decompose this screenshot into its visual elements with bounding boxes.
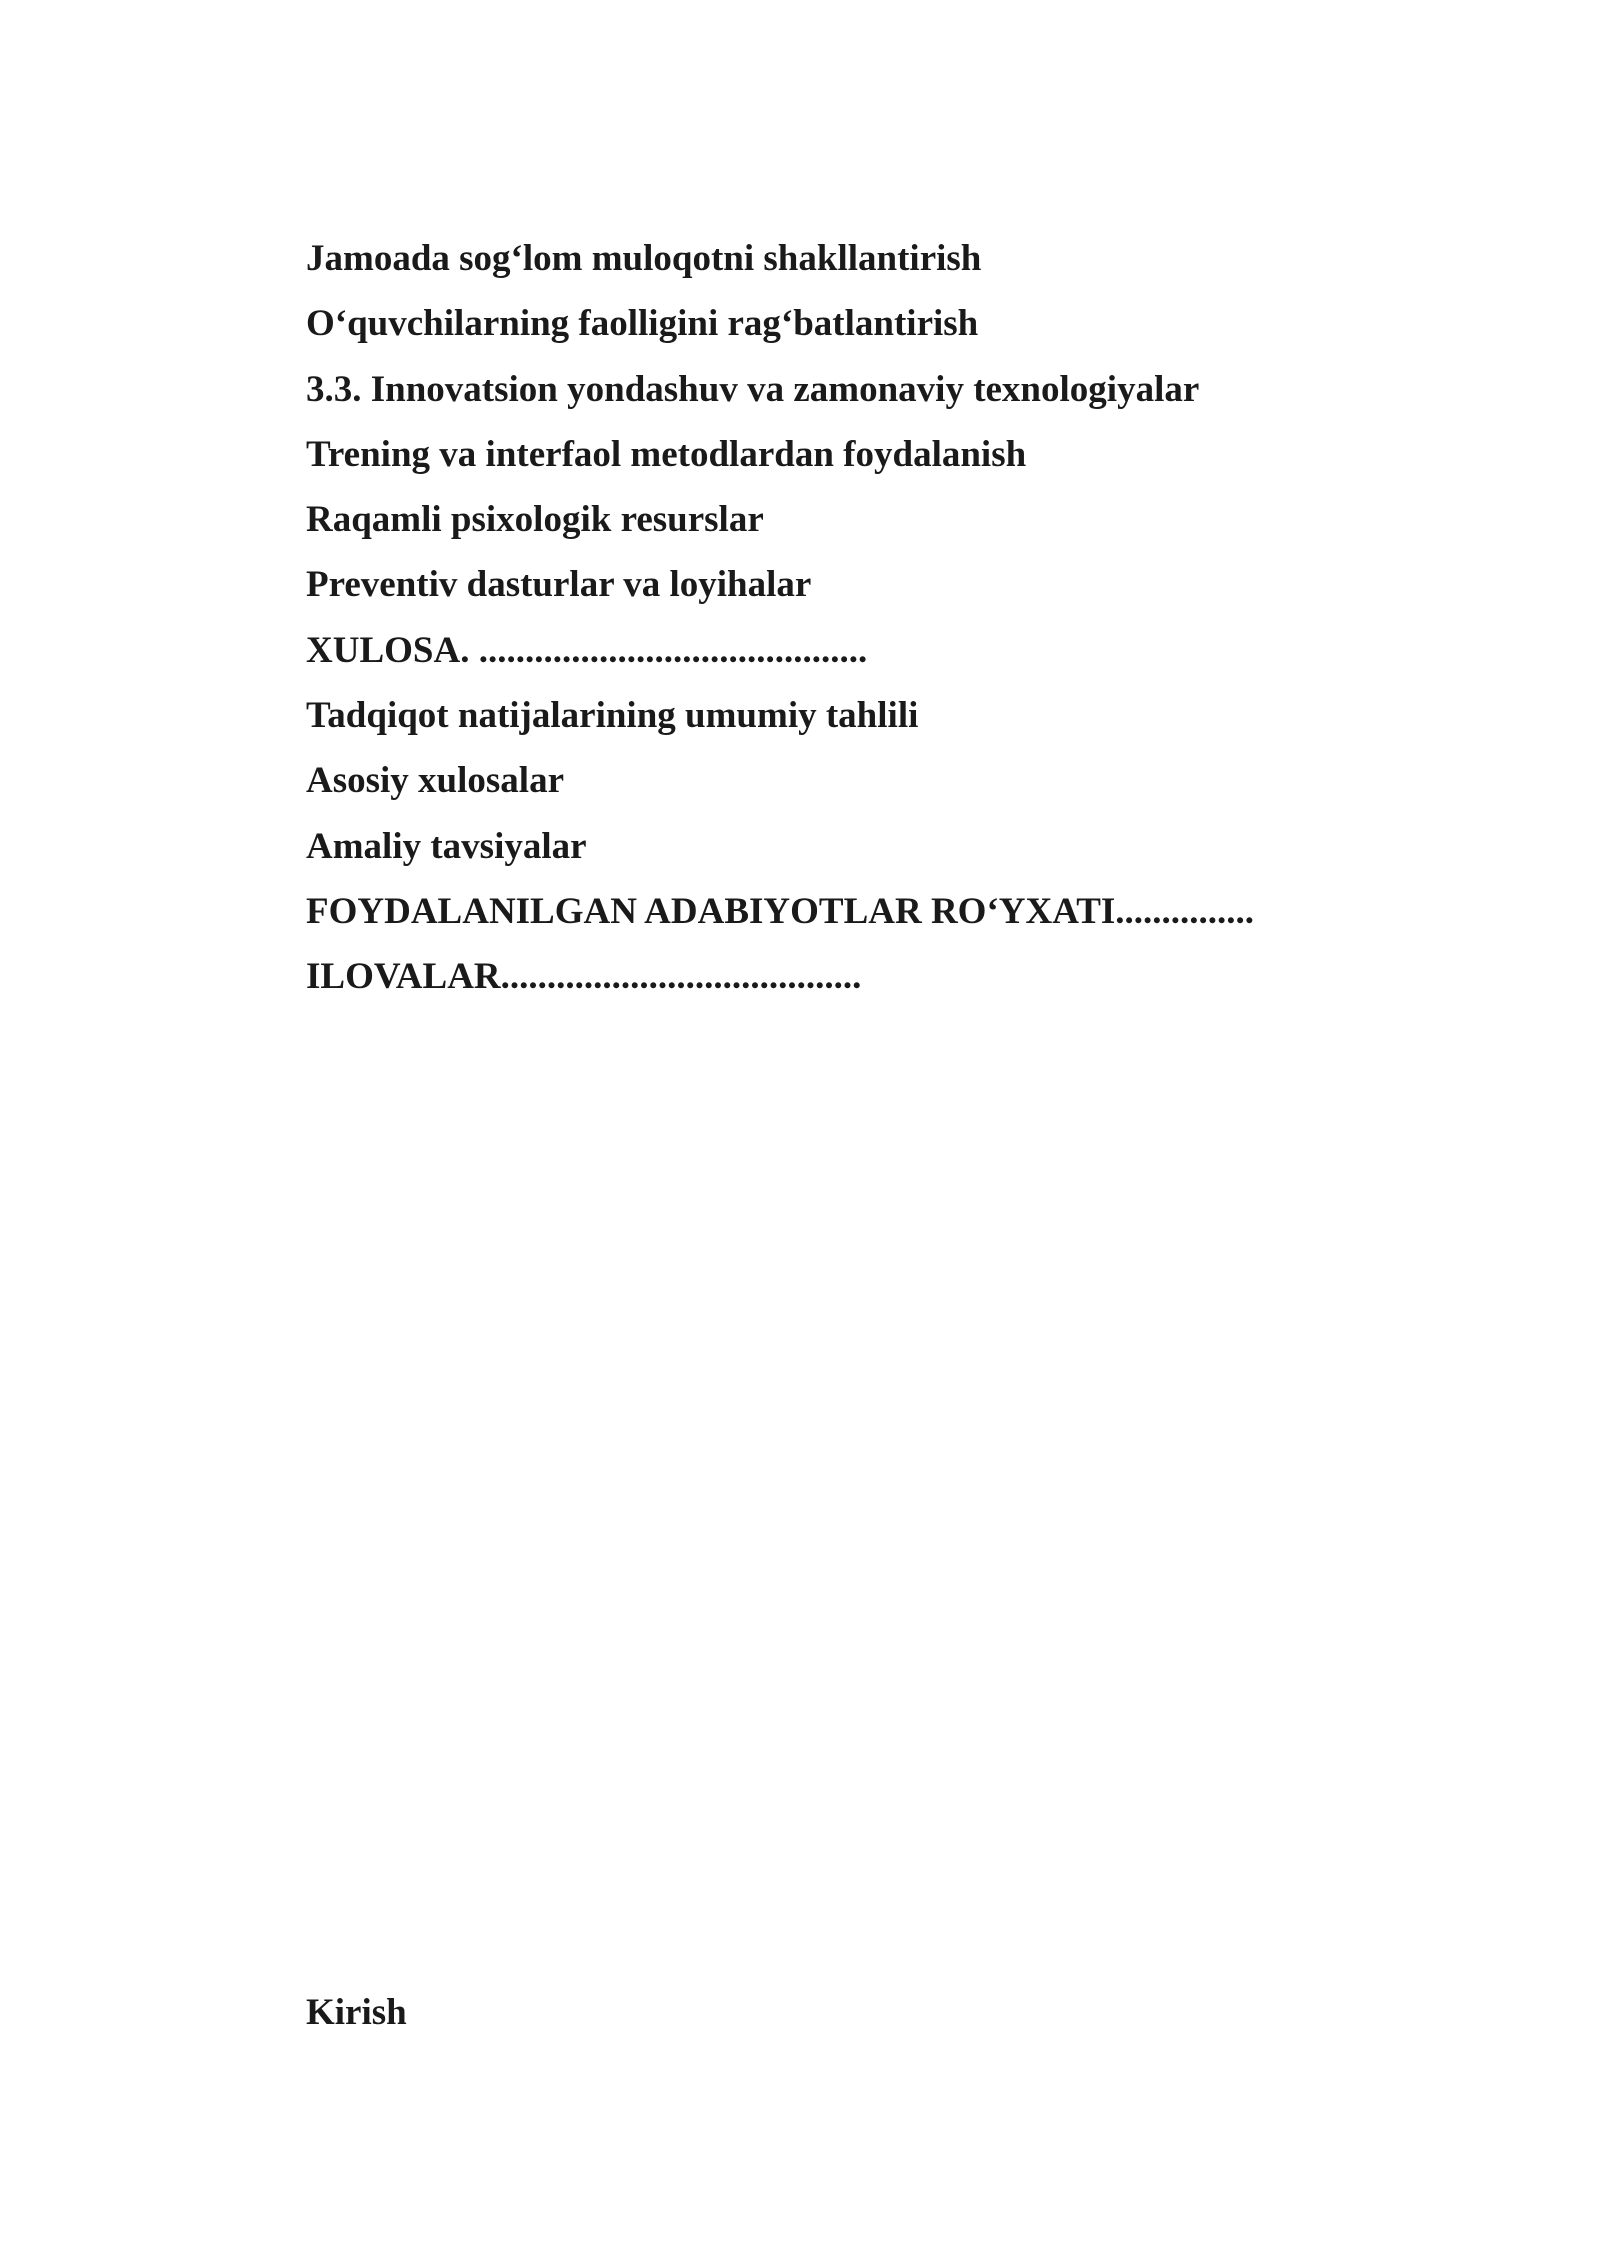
toc-line: ILOVALAR.......................................: [306, 956, 862, 998]
toc-line: Preventiv dasturlar va loyihalar: [306, 564, 812, 606]
toc-line: Jamoada sog‘lom muloqotni shakllantirish: [306, 238, 982, 279]
table-of-contents: [306, 226, 1406, 1010]
toc-line: Asosiy xulosalar: [306, 760, 565, 802]
toc-line: 3.3. Innovatsion yondashuv va zamonaviy texnologiyalar: [306, 368, 1200, 410]
toc-line: O‘quvchilarning faolligini rag‘batlantirish: [306, 303, 979, 345]
toc-line: Trening va interfaol metodlardan foydalanish: [306, 433, 1027, 475]
toc-line: Amaliy tavsiyalar: [306, 825, 587, 867]
toc-line: Tadqiqot natijalarining umumiy tahlili: [306, 695, 919, 737]
toc-line: FOYDALANILGAN ADABIYOTLAR RO‘YXATI...............: [306, 890, 1255, 932]
toc-line: XULOSA. ..........................................: [306, 629, 868, 671]
section-heading: Kirish: [306, 1992, 407, 2033]
toc-line: Raqamli psixologik resurslar: [306, 499, 764, 541]
